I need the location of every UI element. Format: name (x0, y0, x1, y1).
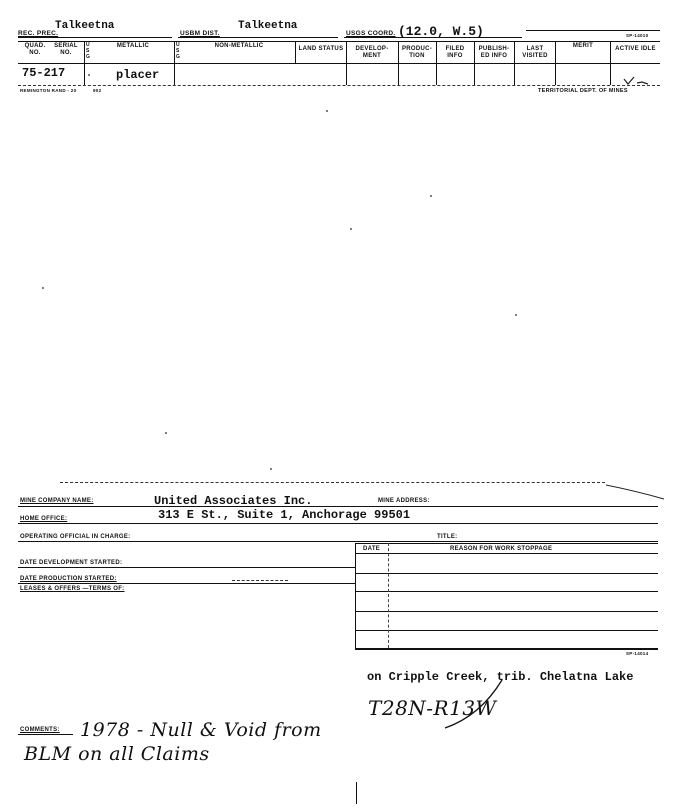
header-quad-no: QUAD. NO. (24, 43, 46, 56)
reason-column-label: REASON FOR WORK STOPPAGE (450, 546, 553, 552)
rec-prec-value: Talkeetna (55, 20, 115, 32)
card-top-edge (60, 482, 605, 483)
home-office-line (18, 523, 658, 524)
header-serial-no: SERIAL NO. (54, 43, 78, 56)
form-number-top: SP-14010 (626, 33, 649, 38)
operating-official-label: OPERATING OFFICIAL IN CHARGE: (20, 534, 131, 540)
date-development-line (18, 567, 355, 568)
leases-label: LEASES & OFFERS —TERMS OF: (20, 586, 125, 592)
active-idle-check-mark (622, 73, 652, 87)
rec-prec-label: REC. PREC. (18, 30, 59, 37)
header-merit: MERIT (572, 43, 594, 49)
printer-code: 902 (93, 88, 102, 93)
stoppage-header-top (355, 543, 658, 544)
operating-official-line (18, 541, 658, 542)
header-filed-info: FILED INFO (445, 46, 465, 59)
header-metallic: METALLIC (116, 43, 150, 49)
scan-speck (270, 468, 272, 470)
usgs-coord-underline (344, 37, 522, 38)
comments-handwritten-1: 1978 - Null & Void from (80, 719, 322, 741)
col-divider (84, 41, 85, 85)
home-office-value: 313 E St., Suite 1, Anchorage 99501 (158, 508, 411, 522)
date-production-line (18, 583, 355, 584)
usbm-dist-label: USBM DIST. (180, 30, 220, 37)
stoppage-line-2 (355, 591, 658, 592)
dept-label: TERRITORIAL DEPT. OF MINES (538, 88, 628, 94)
top-right-line (526, 30, 660, 31)
title-label: TITLE: (437, 534, 458, 540)
location-handwritten: T28N-R13W (368, 696, 497, 720)
date-column-label: DATE (363, 546, 381, 552)
header-top-border (18, 41, 660, 42)
stoppage-line-4 (355, 630, 658, 631)
header-production: PRODUC-TION (401, 46, 433, 59)
scan-speck (326, 110, 328, 112)
stoppage-header-bottom (355, 553, 658, 554)
card-corner-curve (606, 481, 666, 501)
usgs-flag-dot (88, 74, 90, 76)
mine-company-label: MINE COMPANY NAME: (20, 498, 94, 504)
header-published-info: PUBLISH-ED INFO (478, 46, 510, 59)
form-number-bottom: SP-14014 (626, 651, 649, 656)
header-non-metallic: NON-METALLIC (214, 43, 264, 49)
mine-company-value: United Associates Inc. (154, 494, 313, 508)
mine-address-label: MINE ADDRESS: (378, 498, 430, 504)
scan-speck (165, 432, 167, 434)
usbm-dist-underline (178, 37, 338, 38)
header-active-idle: ACTIVE IDLE (615, 46, 656, 52)
header-usgs-flag-2: U S G (176, 42, 181, 60)
comments-handwritten-2: BLM on all Claims (24, 743, 210, 765)
header-usgs-flag-1: U S G (86, 42, 91, 60)
quad-serial-value: 75-217 (22, 66, 66, 80)
comments-label: COMMENTS: (20, 727, 60, 733)
header-last-visited: LAST VISITED (522, 46, 548, 59)
location-arrow (440, 676, 520, 736)
header-development: DEVELOP-MENT (355, 46, 389, 59)
stoppage-line-1 (355, 573, 658, 574)
scan-speck (430, 195, 432, 197)
date-production-dash (232, 580, 288, 581)
center-margin-mark (356, 782, 357, 804)
location-typed: on Cripple Creek, trib. Chelatna Lake (367, 670, 634, 684)
comments-line (18, 734, 73, 735)
header-land-status: LAND STATUS (298, 46, 344, 52)
col-divider (174, 41, 175, 85)
scan-speck (515, 314, 517, 316)
mine-company-line (18, 506, 658, 507)
row-bottom-border (18, 85, 660, 86)
stoppage-left-border (355, 543, 356, 648)
home-office-label: HOME OFFICE: (20, 516, 68, 522)
usgs-coord-value: (12.0, W.5) (398, 24, 484, 39)
top-card (0, 0, 678, 100)
stoppage-bottom (355, 648, 658, 650)
usgs-coord-label: USGS COORD. (346, 30, 396, 37)
date-production-label: DATE PRODUCTION STARTED: (20, 576, 117, 582)
date-development-label: DATE DEVELOPMENT STARTED: (20, 560, 123, 566)
metallic-value: placer (116, 68, 160, 82)
rec-prec-underline (18, 37, 172, 38)
usbm-dist-value: Talkeetna (238, 20, 298, 32)
header-bottom-border (18, 63, 660, 64)
stoppage-date-divider (388, 543, 389, 648)
bottom-card (0, 476, 678, 809)
scan-speck (350, 228, 352, 230)
stoppage-line-3 (355, 611, 658, 612)
printer-label: REMINGTON RAND - 20 (20, 88, 77, 93)
scan-speck (42, 287, 44, 289)
